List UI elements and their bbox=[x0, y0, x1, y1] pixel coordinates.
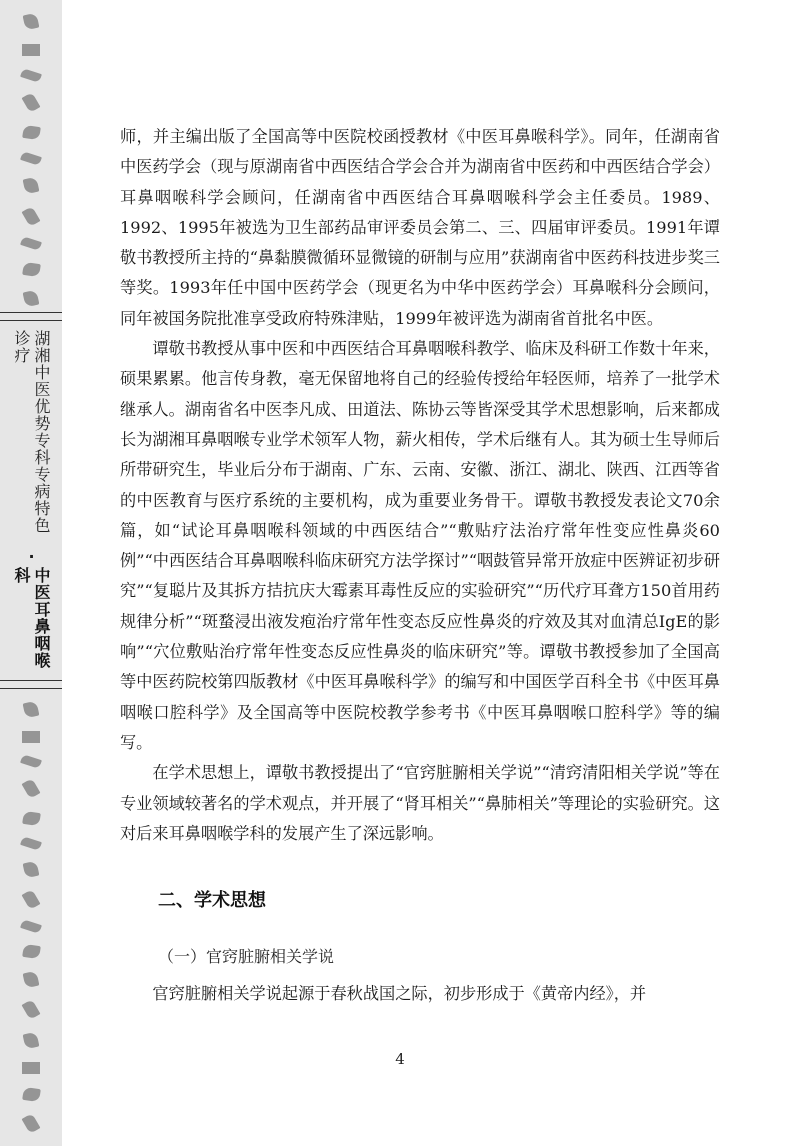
figure-ornament bbox=[22, 779, 41, 800]
series-title: 湖湘中医优势专科专病特色诊疗 bbox=[12, 330, 51, 534]
sidebar-divider bbox=[0, 680, 62, 681]
figure-ornament bbox=[23, 176, 40, 194]
decorative-sidebar bbox=[0, 0, 62, 1146]
figure-ornament bbox=[22, 731, 40, 743]
figure-ornament bbox=[22, 1087, 41, 1102]
section-heading: 二、学术思想 bbox=[158, 890, 266, 912]
figure-ornament bbox=[20, 919, 42, 934]
paragraph-achievements: 谭敬书教授从事中医和中西医结合耳鼻咽喉科教学、临床及科研工作数十年来，硕果累累。他言传身教，毫无保留地将自己的经验传授给年轻医师，培养了一批学术继承人。湖南省名中医李凡成、田道法、陈协云等皆深受其学术思想影响，后来都成长为湖湘耳鼻咽喉专业学术领军人物，薪火相传，学术后继有人。其为硕士生导师后所带研究生，毕业后分布于湖南、广东、云南、安徽、浙江、湖北、陕西、江西等省的中医教育与医疗系统的主要机构，成为重要业务骨干。谭敬书教授发表论文70余篇，如“试论耳鼻咽喉科领域的中西医结合”“敷贴疗法治疗常年性变应性鼻炎60例”“中西医结合耳鼻咽喉科临床研究方法学探讨”“咽鼓管异常开放症中医辨证初步研究”“复聪片及其拆方拮抗庆大霉素耳毒性反应的实验研究”“历代疗耳聋方150首用药规律分析”“斑蝥浸出液发疱治疗常年性变态反应性鼻炎的疗效及其对血清总IgE的影响”“穴位敷贴治疗常年性变态反应性鼻炎的临床研究”等。谭敬书教授参加了全国高等中医药院校第四版教材《中医耳鼻喉科学》的编写和中国医学百科全书《中医耳鼻咽喉口腔科学》及全国高等中医院校教学参考书《中医耳鼻咽喉口腔科学》等的编写。 bbox=[120, 339, 720, 752]
figure-ornament bbox=[22, 944, 41, 959]
figure-ornament bbox=[22, 206, 41, 227]
vertical-book-title bbox=[10, 330, 52, 675]
sidebar-divider bbox=[0, 312, 62, 313]
figure-ornament bbox=[20, 754, 42, 769]
figure-ornament bbox=[22, 44, 40, 56]
figure-ornament bbox=[23, 701, 40, 719]
figure-ornament bbox=[23, 1031, 40, 1049]
figure-ornament bbox=[22, 889, 41, 910]
figure-ornament bbox=[22, 93, 41, 114]
figure-ornament bbox=[22, 810, 41, 825]
figure-ornament bbox=[20, 237, 42, 252]
figure-ornament bbox=[22, 1000, 41, 1021]
page-number: 4 bbox=[395, 1050, 405, 1068]
figure-ornament bbox=[20, 836, 42, 851]
paragraph-continued: 师，并主编出版了全国高等中医院校函授教材《中医耳鼻喉科学》。同年，任湖南省中医药学会（现与原湖南省中西医结合学会合并为湖南省中医药和中西医结合学会）耳鼻咽喉科学会顾问，任湖南省中西医结合耳鼻咽喉科学会主任委员。1989、1992、1995年被选为卫生部药品审评委员会第二、三、四届审评委员。1991年谭敬书教授所主持的“鼻黏膜微循环显微镜的研制与应用”获湖南省中医药科技进步奖三等奖。1993年任中国中医药学会（现更名为中华中医药学会）耳鼻喉科分会顾问，同年被国务院批准享受政府特殊津贴，1999年被评选为湖南省首批名中医。 bbox=[120, 127, 720, 328]
figure-ornament bbox=[20, 151, 42, 166]
subsection-heading: （一）官窍脏腑相关学说 bbox=[158, 947, 335, 967]
figure-ornament bbox=[22, 262, 41, 277]
figure-ornament bbox=[23, 290, 40, 308]
figure-ornament bbox=[23, 971, 40, 989]
book-title: 中医耳鼻咽喉科 bbox=[12, 566, 51, 669]
figure-ornament bbox=[23, 860, 40, 878]
decorative-figures-top bbox=[0, 0, 62, 318]
sidebar-divider bbox=[0, 320, 62, 321]
figure-ornament bbox=[22, 1113, 41, 1134]
paragraph-academic-views: 在学术思想上，谭敬书教授提出了“官窍脏腑相关学说”“清窍清阳相关学说”等在专业领域较著名的学术观点，并开展了“肾耳相关”“鼻肺相关”等理论的实验研究。这对后来耳鼻咽喉学科的发展产生了深远影响。 bbox=[120, 763, 720, 843]
figure-ornament bbox=[22, 125, 41, 140]
title-separator: · bbox=[22, 546, 41, 567]
page-body bbox=[120, 122, 720, 1009]
figure-ornament bbox=[20, 68, 42, 83]
paragraph-theory-origin: 官窍脏腑相关学说起源于春秋战国之际，初步形成于《黄帝内经》，并 bbox=[152, 984, 647, 1004]
decorative-figures-bottom bbox=[0, 688, 62, 1146]
figure-ornament bbox=[23, 13, 40, 31]
